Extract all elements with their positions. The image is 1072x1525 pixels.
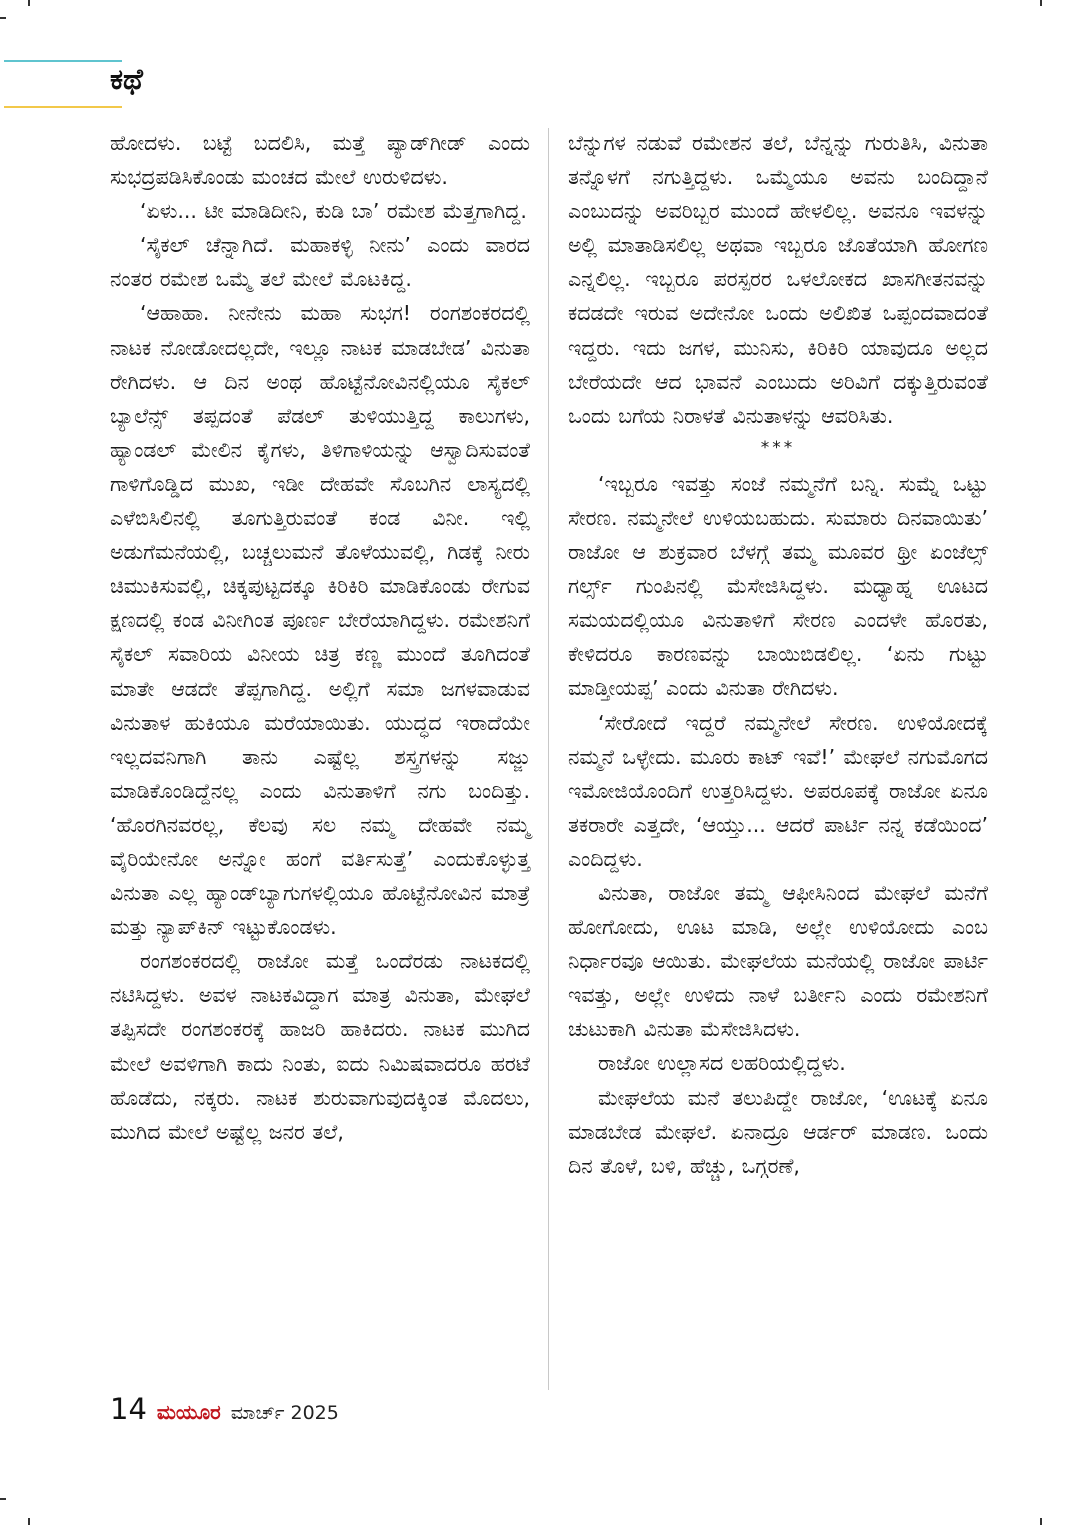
crop-mark (0, 17, 6, 19)
column-divider (548, 128, 549, 1390)
page-footer (110, 1392, 339, 1432)
crop-mark (0, 1498, 6, 1500)
header-rule-bottom (4, 106, 122, 108)
paragraph: ಬೆನ್ನುಗಳ ನಡುವೆ ರಮೇಶನ ತಲೆ, ಬೆನ್ನನ್ನು ಗುರುತಿಸಿ, ವಿನುತಾ ತನ್ನೊಳಗೆ ನಗುತ್ತಿದ್ದಳು. ಒಮ್ಮೆಯೂ ಅವನು ಬಂದಿದ್ದಾನೆ ಎಂಬುದನ್ನು ಅವರಿಬ್ಬರ ಮುಂದೆ ಹೇಳಲಿಲ್ಲ. ಅವನೂ ಇವಳನ್ನು ಅಲ್ಲಿ ಮಾತಾಡಿಸಲಿಲ್ಲ ಅಥವಾ ಇಬ್ಬರೂ ಜೊತೆಯಾಗಿ ಹೋಗಣ ಎನ್ನಲಿಲ್ಲ. ಇಬ್ಬರೂ ಪರಸ್ಪರರ ಒಳಲೋಕದ ಖಾಸಗೀತನವನ್ನು ಕದಡದೇ ಇರುವ ಅದೇನೋ ಒಂದು ಅಲಿಖಿತ ಒಪ್ಪಂದವಾದಂತೆ ಇದ್ದರು. ಇದು ಜಗಳ, ಮುನಿಸು, ಕಿರಿಕಿರಿ ಯಾವುದೂ ಅಲ್ಲದ ಬೇರೆಯದೇ ಆದ ಭಾವನೆ ಎಂಬುದು ಅರಿವಿಗೆ ದಕ್ಕುತ್ತಿರುವಂತೆ ಒಂದು ಬಗೆಯ ನಿರಾಳತೆ ವಿನುತಾಳನ್ನು ಆವರಿಸಿತು. (568, 131, 988, 428)
paragraph: ‘ಇಬ್ಬರೂ ಇವತ್ತು ಸಂಜೆ ನಮ್ಮನೆಗೆ ಬನ್ನಿ. ಸುಮ್ನೆ ಒಟ್ಟು ಸೇರಣ. ನಮ್ಮನೇಲೆ ಉಳಿಯಬಹುದು. ಸುಮಾರು ದಿನವಾಯಿತು’ ರಾಜೋ ಆ ಶುಕ್ರವಾರ ಬೆಳಗ್ಗೆ ತಮ್ಮ ಮೂವರ ಥ್ರೀ ಏಂಜೆಲ್ಸ್ ಗರ್ಲ್ಸ್ ಗುಂಪಿನಲ್ಲಿ ಮೆಸೇಜಿಸಿದ್ದಳು. ಮಧ್ಯಾಹ್ನ ಊಟದ ಸಮಯದಲ್ಲಿಯೂ ವಿನುತಾಳಿಗೆ ಸೇರಣ ಎಂದಳೇ ಹೊರತು, ಕೇಳಿದರೂ ಕಾರಣವನ್ನು ಬಾಯಿಬಿಡಲಿಲ್ಲ. ‘ಏನು ಗುಟ್ಟು ಮಾಡ್ತೀಯಪ್ಪ’ ಎಂದು ವಿನುತಾ ರೇಗಿದಳು. (568, 471, 988, 701)
section-separator: *** (760, 437, 796, 458)
crop-mark (1040, 1518, 1042, 1525)
magazine-logo: ಮಯೂರ (156, 1400, 221, 1424)
paragraph: ರಾಜೋ ಉಲ್ಲಾಸದ ಲಹರಿಯಲ್ಲಿದ್ದಳು. (598, 1051, 846, 1076)
paragraph: ‘ಸೇರೋದೆ ಇದ್ದರೆ ನಮ್ಮನೇಲೆ ಸೇರಣ. ಉಳಿಯೋದಕ್ಕೆ ನಮ್ಮನೆ ಒಳ್ಳೇದು. ಮೂರು ಕಾಟ್ ಇವೆ!’ ಮೇಘಲೆ ನಗುಮೊಗದ ಇಮೋಜಿಯೊಂದಿಗೆ ಉತ್ತರಿಸಿದ್ದಳು. ಅಪರೂಪಕ್ಕೆ ರಾಜೋ ಏನೂ ತಕರಾರೇ ಎತ್ತದೇ, ‘ಆಯ್ತು... ಆದರೆ ಪಾರ್ಟಿ ನನ್ನ ಕಡೆಯಿಂದ’ ಎಂದಿದ್ದಳು. (568, 710, 988, 871)
paragraph: ಹೋದಳು. ಬಟ್ಟೆ ಬದಲಿಸಿ, ಮತ್ತೆ ಪ್ಯಾಡ್‌ಗೀಡ್ ಎಂದು ಸುಭದ್ರಪಡಿಸಿಕೊಂಡು ಮಂಚದ ಮೇಲೆ ಉರುಳಿದಳು. (110, 131, 530, 190)
paragraph: ‘ಸೈಕಲ್ ಚೆನ್ನಾಗಿದೆ. ಮಹಾಕಳ್ಳಿ ನೀನು’ ಎಂದು ವಾರದ ನಂತರ ರಮೇಶ ಒಮ್ಮೆ ತಲೆ ಮೇಲೆ ಮೊಟಕಿದ್ದ. (110, 233, 530, 292)
crop-mark (28, 0, 30, 6)
header-rule-top (4, 60, 122, 62)
paragraph: ವಿನುತಾ, ರಾಜೋ ತಮ್ಮ ಆಫೀಸಿನಿಂದ ಮೇಘಲೆ ಮನೆಗೆ ಹೋಗೋದು, ಊಟ ಮಾಡಿ, ಅಲ್ಲೇ ಉಳಿಯೋದು ಎಂಬ ನಿರ್ಧಾರವೂ ಆಯಿತು. ಮೇಘಲೆಯ ಮನೆಯಲ್ಲಿ ರಾಜೋ ಪಾರ್ಟಿ ಇವತ್ತು, ಅಲ್ಲೇ ಉಳಿದು ನಾಳೆ ಬರ್ತೀನಿ ಎಂದು ರಮೇಶನಿಗೆ ಚುಟುಕಾಗಿ ವಿನುತಾ ಮೆಸೇಜಿಸಿದಳು. (568, 880, 988, 1042)
paragraph: ರಂಗಶಂಕರದಲ್ಲಿ ರಾಜೋ ಮತ್ತೆ ಒಂದೆರಡು ನಾಟಕದಲ್ಲಿ ನಟಿಸಿದ್ದಳು. ಅವಳ ನಾಟಕವಿದ್ದಾಗ ಮಾತ್ರ ವಿನುತಾ, ಮೇಘಲೆ ತಪ್ಪಿಸದೇ ರಂಗಶಂಕರಕ್ಕೆ ಹಾಜರಿ ಹಾಕಿದರು. ನಾಟಕ ಮುಗಿದ ಮೇಲೆ ಅವಳಿಗಾಗಿ ಕಾದು ನಿಂತು, ಐದು ನಿಮಿಷವಾದರೂ ಹರಟೆ ಹೊಡೆದು, ನಕ್ಕರು. ನಾಟಕ ಶುರುವಾಗುವುದಕ್ಕಿಂತ ಮೊದಲು, ಮುಗಿದ ಮೇಲೆ ಅಷ್ಟೆಲ್ಲ ಜನರ ತಲೆ, (110, 949, 530, 1144)
paragraph: ಮೇಘಲೆಯ ಮನೆ ತಲುಪಿದ್ದೇ ರಾಜೋ, ‘ಊಟಕ್ಕೆ ಏನೂ ಮಾಡಬೇಡ ಮೇಘಲೆ. ಏನಾದ್ರೂ ಆರ್ಡರ್ ಮಾಡಣ. ಒಂದು ದಿನ ತೊಳೆ, ಬಳಿ, ಹೆಚ್ಚು, ಒಗ್ಗರಣೆ, (568, 1085, 988, 1178)
paragraph: ‘ಆಹಾಹಾ. ನೀನೇನು ಮಹಾ ಸುಭಗ! ರಂಗಶಂಕರದಲ್ಲಿ ನಾಟಕ ನೋಡೋದಲ್ಲದೇ, ಇಲ್ಲೂ ನಾಟಕ ಮಾಡಬೇಡ’ ವಿನುತಾ ರೇಗಿದಳು. ಆ ದಿನ ಅಂಥ ಹೊಟ್ಟೆನೋವಿನಲ್ಲಿಯೂ ಸೈಕಲ್ ಬ್ಯಾಲೆನ್ಸ್ ತಪ್ಪದಂತೆ ಪೆಡಲ್ ತುಳಿಯುತ್ತಿದ್ದ ಕಾಲುಗಳು, ಹ್ಯಾಂಡಲ್ ಮೇಲಿನ ಕೈಗಳು, ತಿಳಿಗಾಳಿಯನ್ನು ಆಸ್ವಾದಿಸುವಂತೆ ಗಾಳಿಗೊಡ್ಡಿದ ಮುಖ, ಇಡೀ ದೇಹವೇ ಸೊಬಗಿನ ಲಾಸ್ಯದಲ್ಲಿ ಎಳೆಬಿಸಿಲಿನಲ್ಲಿ ತೂಗುತ್ತಿರುವಂತೆ ಕಂಡ ವಿನೀ. ಇಲ್ಲಿ ಅಡುಗೆಮನೆಯಲ್ಲಿ, ಬಚ್ಚಲುಮನೆ ತೊಳೆಯುವಲ್ಲಿ, ಗಿಡಕ್ಕೆ ನೀರು ಚಿಮುಕಿಸುವಲ್ಲಿ, ಚಿಕ್ಕಪುಟ್ಟದಕ್ಕೂ ಕಿರಿಕಿರಿ ಮಾಡಿಕೊಂಡು ರೇಗುವ ಕ್ಷಣದಲ್ಲಿ ಕಂಡ ವಿನೀಗಿಂತ ಪೂರ್ಣ ಬೇರೆಯಾಗಿದ್ದಳು. ರಮೇಶನಿಗೆ ಸೈಕಲ್ ಸವಾರಿಯ ವಿನೀಯ ಚಿತ್ರ ಕಣ್ಣ ಮುಂದೆ ತೂಗಿದಂತೆ ಮಾತೇ ಆಡದೇ ತೆಪ್ಪಗಾಗಿದ್ದ. ಅಲ್ಲಿಗೆ ಸಮಾ ಜಗಳವಾಡುವ ವಿನುತಾಳ ಹುಕಿಯೂ ಮರೆಯಾಯಿತು. ಯುದ್ಧದ ಇರಾದೆಯೇ ಇಲ್ಲದವನಿಗಾಗಿ ತಾನು ಎಷ್ಟೆಲ್ಲ ಶಸ್ತ್ರಗಳನ್ನು ಸಜ್ಜು ಮಾಡಿಕೊಂಡಿದ್ದೆನಲ್ಲ ಎಂದು ವಿನುತಾಳಿಗೆ ನಗು ಬಂದಿತ್ತು. ‘ಹೊರಗಿನವರಲ್ಲ, ಕೆಲವು ಸಲ ನಮ್ಮ ದೇಹವೇ ನಮ್ಮ ವೈರಿಯೇನೋ ಅನ್ನೋ ಹಂಗೆ ವರ್ತಿಸುತ್ತೆ’ ಎಂದುಕೊಳ್ಳುತ್ತ ವಿನುತಾ ಎಲ್ಲ ಹ್ಯಾಂಡ್‌ಬ್ಯಾಗುಗಳಲ್ಲಿಯೂ ಹೊಟ್ಟೆನೋವಿನ ಮಾತ್ರೆ ಮತ್ತು ನ್ಯಾಪ್‌ಕಿನ್ ಇಟ್ಟುಕೊಂಡಳು. (110, 301, 530, 940)
left-column (110, 126, 530, 1149)
right-column (568, 126, 988, 1183)
paragraph: ‘ಏಳು... ಟೀ ಮಾಡಿದೀನಿ, ಕುಡಿ ಬಾ’ ರಮೇಶ ಮೆತ್ತಗಾಗಿದ್ದ. (140, 199, 527, 224)
page-number: 14 (110, 1392, 147, 1426)
crop-mark (1040, 0, 1042, 6)
issue-date: ಮಾರ್ಚ್ 2025 (230, 1402, 339, 1424)
section-title: ಕಥೆ (110, 62, 143, 96)
crop-mark (28, 1518, 30, 1525)
